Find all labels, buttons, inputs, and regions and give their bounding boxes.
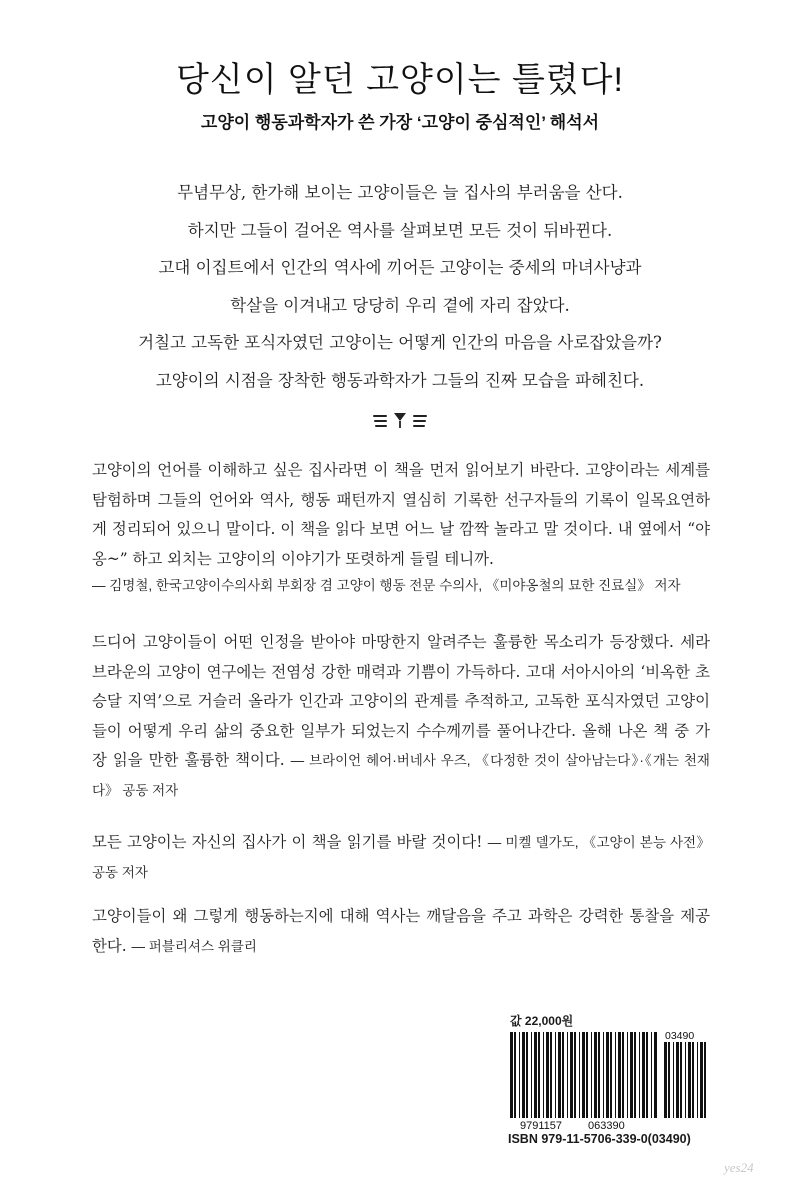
barcode-bar <box>562 1032 564 1118</box>
barcode-bar <box>594 1032 597 1118</box>
review-text: 모든 고양이는 자신의 집사가 이 책을 읽기를 바랄 것이다! <box>92 833 483 851</box>
isbn-barcode <box>508 1030 710 1130</box>
barcode-left-digits: 9791157 <box>520 1120 563 1130</box>
intro-paragraph <box>40 174 760 399</box>
barcode-bar <box>700 1042 703 1118</box>
barcode-bar <box>579 1032 580 1118</box>
barcode-bar <box>615 1032 616 1118</box>
barcode-bar <box>642 1032 645 1118</box>
barcode-bar <box>654 1032 657 1118</box>
barcode-bar <box>692 1042 694 1118</box>
barcode-bar <box>582 1032 585 1118</box>
watermark: yes24 <box>724 1160 754 1175</box>
barcode-bar <box>526 1032 528 1118</box>
barcode-bar <box>606 1032 609 1118</box>
barcode-bar <box>630 1032 633 1118</box>
cat-face-icon <box>370 408 430 430</box>
barcode-bar <box>610 1032 612 1118</box>
review-text: 드디어 고양이들이 어떤 인정을 받아야 마땅한지 알려주는 훌륭한 목소리가 등장했다. 세라 브라운의 고양이 연구에는 전염성 강한 매력과 기쁨이 가득하다. 고대 서아시아의 ‘비옥한 초승달 지역’으로 거슬러 올라가 인간과 고양이의 관계를 추적하고, 고독한 포식자였던 고양이들이 어떻게 우리 삶의 중요한 일부가 되었는지 수수께끼를 풀어나간다. 올해 나온 책 중 가장 읽을 만한 훌륭한 책이다. <box>92 633 710 769</box>
barcode-bar <box>514 1032 516 1118</box>
barcode-bar <box>697 1042 698 1118</box>
review-source: — 퍼블리셔스 위클리 <box>131 938 257 954</box>
review-block <box>92 456 710 598</box>
barcode-bar <box>550 1032 552 1118</box>
barcode-bar <box>634 1032 636 1118</box>
barcode-bar <box>586 1032 588 1118</box>
intro-line: 거칠고 고독한 포식자였던 고양이는 어떻게 인간의 마음을 사로잡았을까? <box>138 333 662 352</box>
barcode-bar <box>558 1032 561 1118</box>
barcode-bar <box>704 1042 706 1118</box>
barcode-bar <box>646 1032 648 1118</box>
barcode-bar <box>668 1042 670 1118</box>
barcode-bar <box>603 1032 604 1118</box>
barcode-bar <box>651 1032 652 1118</box>
review-source: — 브라이언 헤어·버네사 우즈, 《다정한 것이 살아남는다》·《개는 천재다》 공동 저자 <box>92 753 710 798</box>
barcode-bars-addon <box>664 1042 706 1118</box>
barcode-bar <box>591 1032 592 1118</box>
barcode-bar <box>685 1042 686 1118</box>
barcode-bar <box>664 1042 667 1118</box>
intro-line: 무념무상, 한가해 보이는 고양이들은 늘 집사의 부러움을 산다. <box>177 183 623 202</box>
intro-line: 고대 이집트에서 인간의 역사에 끼어든 고양이는 중세의 마녀사냥과 <box>158 258 642 277</box>
review-source: — 미켈 델가도, 《고양이 본능 사전》 공동 저자 <box>92 835 710 880</box>
review-source: — 김명철, 한국고양이수의사회 부회장 겸 고양이 행동 전문 수의사, 《미야옹철의 묘한 진료실》 저자 <box>92 578 681 593</box>
barcode-bar <box>522 1032 525 1118</box>
barcode-bars-main <box>510 1032 657 1118</box>
barcode-bar <box>538 1032 540 1118</box>
barcode-bar <box>574 1032 576 1118</box>
barcode-bar <box>618 1032 621 1118</box>
barcode-bar <box>680 1042 682 1118</box>
barcode-bar <box>555 1032 556 1118</box>
intro-line: 하지만 그들이 걸어온 역사를 살펴보면 모든 것이 뒤바뀐다. <box>187 220 613 240</box>
barcode-bar <box>546 1032 549 1118</box>
barcode-bar <box>639 1032 640 1118</box>
review-block <box>92 828 710 887</box>
barcode-bar <box>676 1042 679 1118</box>
barcode-bar <box>531 1032 532 1118</box>
intro-line: 학살을 이겨내고 당당히 우리 곁에 자리 잡았다. <box>230 295 570 315</box>
barcode-bar <box>622 1032 624 1118</box>
review-block <box>92 902 710 961</box>
review-text: 고양이의 언어를 이해하고 싶은 집사라면 이 책을 먼저 읽어보기 바란다. 고양이라는 세계를 탐험하며 그들의 언어와 역사, 행동 패턴까지 열심히 기록한 선구자들의 기록이 일목요연하게 정리되어 있으니 말이다. 이 책을 읽다 보면 어느 날 깜짝 놀라고 말 것이다. 내 옆에서 “야옹~” 하고 외치는 고양이의 이야기가 또렷하게 들릴 테니까. <box>92 461 710 568</box>
page-title: 당신이 알던 고양이는 틀렸다! <box>176 61 624 99</box>
barcode-bar <box>567 1032 568 1118</box>
page-subtitle: 고양이 행동과학자가 쓴 가장 ‘고양이 중심적인’ 해석서 <box>200 113 600 132</box>
barcode-right-digits: 063390 <box>588 1120 625 1130</box>
barcode-bar <box>510 1032 513 1118</box>
review-text: 고양이들이 왜 그렇게 행동하는지에 대해 역사는 깨달음을 주고 과학은 강력한 통찰을 제공한다. <box>92 907 710 955</box>
isbn-label: ISBN 979-11-5706-339-0(03490) <box>508 1132 691 1146</box>
barcode-bar <box>673 1042 674 1118</box>
price-label: 값 22,000원 <box>510 1014 574 1028</box>
intro-line: 고양이의 시점을 장착한 행동과학자가 그들의 진짜 모습을 파헤친다. <box>155 370 645 390</box>
barcode-bar <box>598 1032 600 1118</box>
barcode-bar <box>543 1032 544 1118</box>
barcode-bar <box>688 1042 691 1118</box>
barcode-bar <box>534 1032 537 1118</box>
barcode-bar <box>627 1032 628 1118</box>
barcode-bar <box>519 1032 520 1118</box>
review-block <box>92 628 710 805</box>
barcode-bar <box>570 1032 573 1118</box>
barcode-addon-digits: 03490 <box>665 1030 695 1042</box>
